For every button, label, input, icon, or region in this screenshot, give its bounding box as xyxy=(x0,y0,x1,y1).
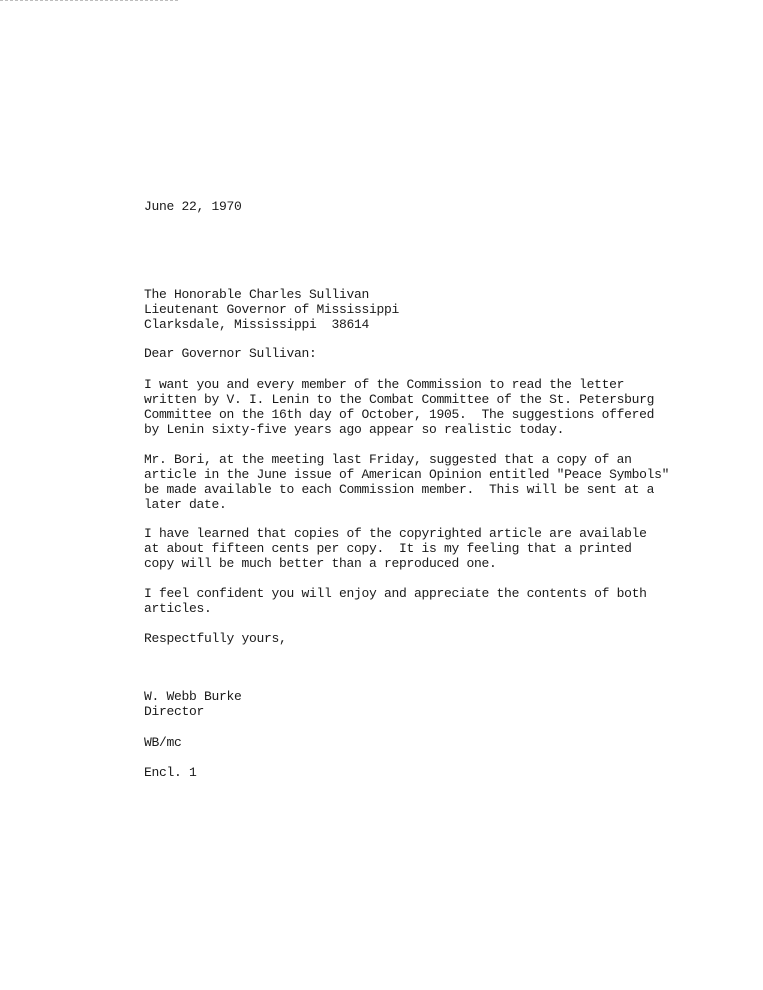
paragraph-line: be made available to each Commission member. This will be sent at a xyxy=(144,482,655,497)
paragraph-line: I want you and every member of the Commission to read the letter xyxy=(144,377,625,392)
enclosure-line: Encl. 1 xyxy=(144,765,197,780)
signer-name: W. Webb Burke xyxy=(144,689,242,704)
salutation xyxy=(144,346,744,361)
paragraph-line: I feel confident you will enjoy and appreciate the contents of both xyxy=(144,586,647,601)
recipient-address-block xyxy=(144,287,744,332)
reference-initials xyxy=(144,735,744,750)
paragraph-line: later date. xyxy=(144,497,227,512)
signer-title: Director xyxy=(144,704,205,719)
closing xyxy=(144,631,744,646)
paragraph-line: by Lenin sixty-five years ago appear so realistic today. xyxy=(144,422,565,437)
paragraph-line: articles. xyxy=(144,601,212,616)
paragraph-line: article in the June issue of American Opinion entitled "Peace Symbols" xyxy=(144,467,670,482)
paragraph-1 xyxy=(144,377,744,437)
paragraph-line: Mr. Bori, at the meeting last Friday, suggested that a copy of an xyxy=(144,452,632,467)
salutation-line: Dear Governor Sullivan: xyxy=(144,346,317,361)
date-line: June 22, 1970 xyxy=(144,199,242,214)
paragraph-line: Committee on the 16th day of October, 1905. The suggestions offered xyxy=(144,407,655,422)
paragraph-2 xyxy=(144,452,744,512)
recipient-title: Lieutenant Governor of Mississippi xyxy=(144,302,400,317)
signature-block xyxy=(144,689,744,719)
recipient-address: Clarksdale, Mississippi 38614 xyxy=(144,317,370,332)
recipient-name: The Honorable Charles Sullivan xyxy=(144,287,370,302)
letter-date xyxy=(144,199,744,214)
paragraph-line: written by V. I. Lenin to the Combat Committee of the St. Petersburg xyxy=(144,392,655,407)
closing-line: Respectfully yours, xyxy=(144,631,287,646)
paragraph-line: I have learned that copies of the copyrighted article are available xyxy=(144,526,647,541)
paragraph-line: at about fifteen cents per copy. It is my feeling that a printed xyxy=(144,541,632,556)
enclosure-note xyxy=(144,765,744,780)
paragraph-line: copy will be much better than a reproduced one. xyxy=(144,556,497,571)
page-edge-dots xyxy=(0,0,178,1)
initials-line: WB/mc xyxy=(144,735,182,750)
paragraph-4 xyxy=(144,586,744,616)
paragraph-3 xyxy=(144,526,744,571)
